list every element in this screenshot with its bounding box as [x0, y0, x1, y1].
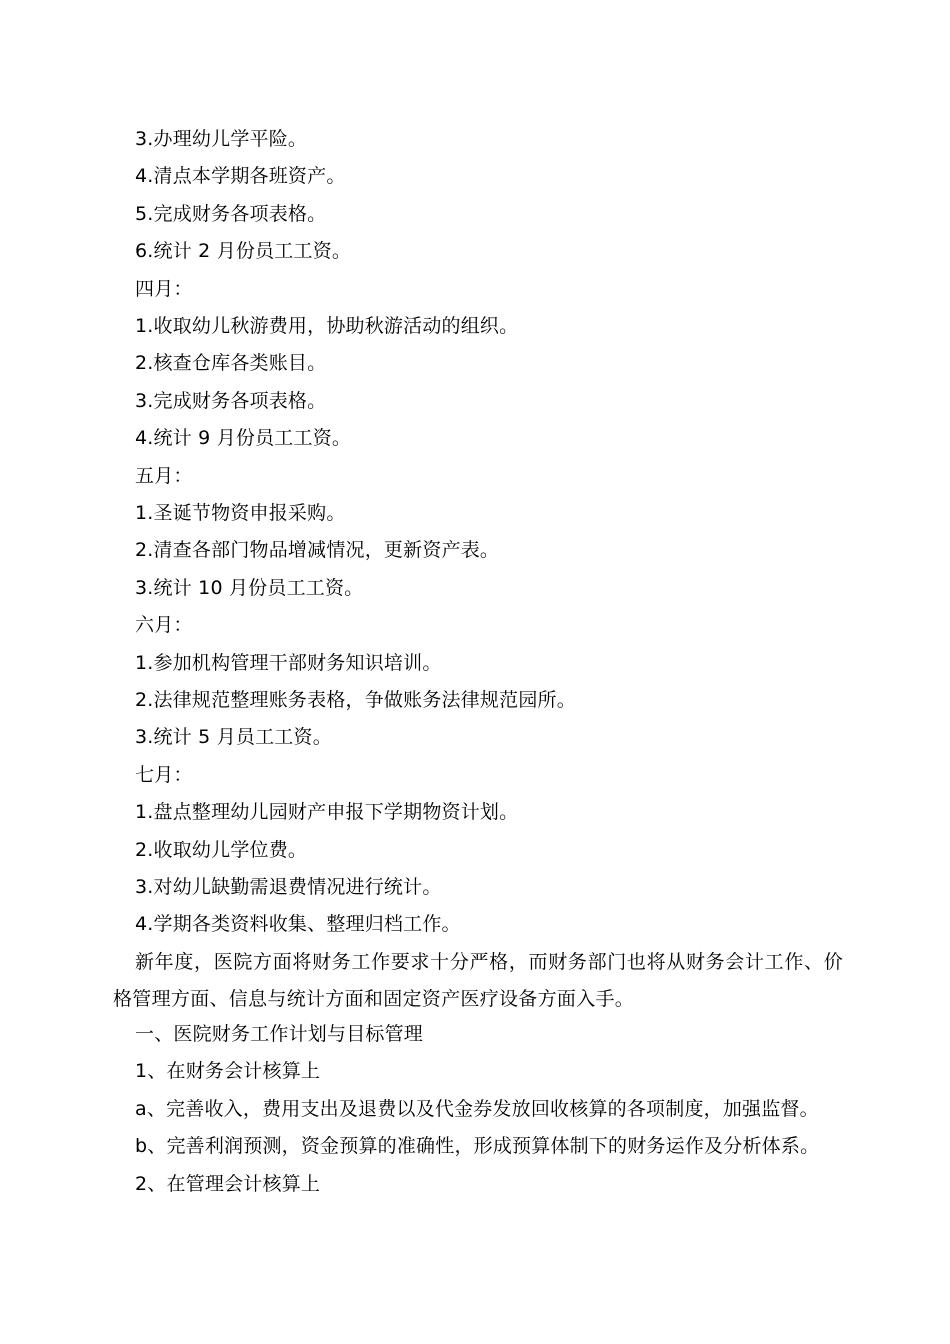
subsection-heading: 1、在财务会计核算上 [135, 1060, 321, 1083]
text-line: 4.清点本学期各班资产。 [135, 165, 346, 188]
text-line: 4.统计 9 月份员工工资。 [135, 427, 352, 450]
text-line: a、完善收入，费用支出及退费以及代金券发放回收核算的各项制度，加强监督。 [135, 1097, 819, 1120]
text-line: b、完善利润预测，资金预算的准确性，形成预算体制下的财务运作及分析体系。 [135, 1135, 820, 1158]
text-line: 3.办理幼儿学平险。 [135, 128, 308, 150]
body-paragraph: 新年度，医院方面将财务工作要求十分严格，而财务部门也将从财务会计工作、价格管理方面、信息与统计方面和固定资产医疗设备方面入手。 [113, 950, 843, 1010]
month-heading: 六月： [135, 614, 193, 637]
month-heading: 五月： [135, 464, 193, 487]
text-line: 5.完成财务各项表格。 [135, 202, 327, 225]
text-line: 2.核查仓库各类账目。 [135, 352, 327, 375]
section-heading: 一、医院财务工作计划与目标管理 [135, 1023, 424, 1045]
text-line: 2.法律规范整理账务表格，争做账务法律规范园所。 [135, 689, 576, 711]
month-heading: 四月： [135, 277, 193, 300]
text-line: 6.统计 2 月份员工工资。 [135, 240, 352, 263]
text-line: 2.收取幼儿学位费。 [135, 838, 308, 861]
text-line: 1.圣诞节物资申报采购。 [135, 502, 346, 524]
text-line: 3.对幼儿缺勤需退费情况进行统计。 [135, 876, 442, 898]
text-line: 1.参加机构管理干部财务知识培训。 [135, 651, 442, 674]
month-heading: 七月： [135, 763, 193, 786]
text-line: 1.收取幼儿秋游费用，协助秋游活动的组织。 [135, 315, 519, 337]
text-line: 4.学期各类资料收集、整理归档工作。 [135, 913, 461, 936]
subsection-heading: 2、在管理会计核算上 [135, 1172, 321, 1195]
text-line: 3.统计 10 月份员工工资。 [135, 576, 364, 599]
text-line: 3.完成财务各项表格。 [135, 389, 327, 412]
text-line: 2.清查各部门物品增减情况，更新资产表。 [135, 539, 500, 562]
text-line: 3.统计 5 月员工工资。 [135, 726, 332, 749]
text-line: 1.盘点整理幼儿园财产申报下学期物资计划。 [135, 801, 519, 824]
